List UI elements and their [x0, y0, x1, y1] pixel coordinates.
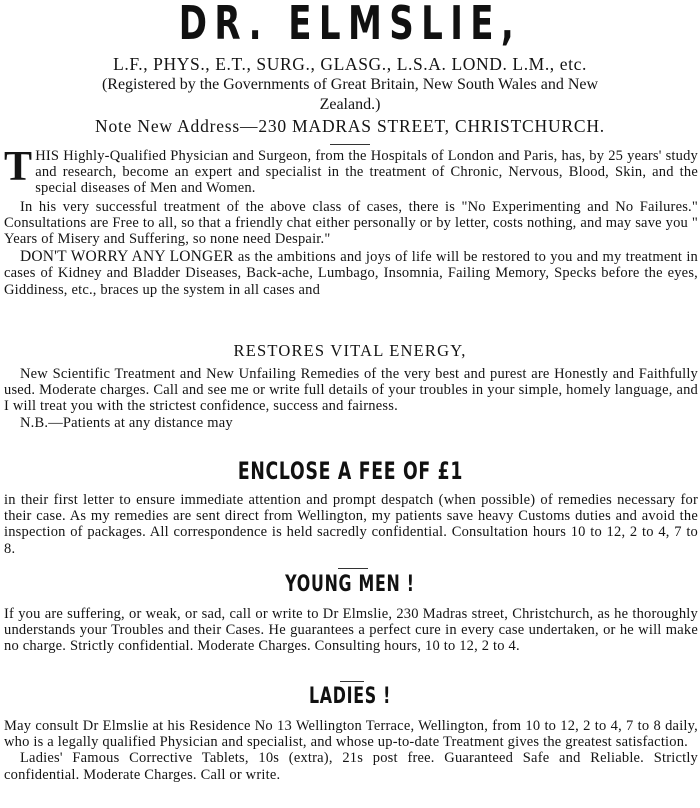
divider — [340, 681, 364, 682]
fee-paragraph: in their first letter to ensure immediate attention and prompt despatch (when possible) of remedies necessary for their case. As my remedies are sent direct from Wellington, my patients save heavy Customs duties and avoid the inspection of packages. All correspondence is held sacredly confidential. Consultation hours 10 to 12, 2 to 4, 7 to 8. — [4, 492, 698, 557]
divider — [338, 568, 368, 569]
young-men-heading-wrap — [0, 572, 700, 597]
divider — [330, 144, 370, 145]
nb-line: N.B.—Patients at any distance may — [20, 414, 233, 431]
ladies-heading-wrap — [0, 684, 700, 709]
intro-paragraph-1: THIS Highly-Qualified Physician and Surgeon, from the Hospitals of London and Paris, has, by 25 years' study and research, become an expert and specialist in the treatment of Chronic, Nervous, Blood, Skin, and the special diseases of Men and Women. — [4, 144, 698, 197]
address-line: Note New Address—230 MADRAS STREET, CHRISTCHURCH. — [95, 116, 605, 136]
young-men-heading: YOUNG MEN ! — [285, 572, 415, 597]
drop-cap: T — [4, 144, 33, 190]
registration-line-1: (Registered by the Governments of Great Britain, New South Wales and New — [101, 76, 599, 93]
fee-heading: ENCLOSE A FEE OF £1 — [237, 457, 463, 485]
restores-paragraph: New Scientific Treatment and New Unfailing Remedies of the very best and purest are Honestly and Faithfully used. Moderate charges. Call and see me or write full details of your troubles in your simple, homely language, and I will treat you with the strictest confidence, success and fairness. — [4, 366, 698, 415]
young-men-paragraph: If you are suffering, or weak, or sad, call or write to Dr Elmslie, 230 Madras street, Christchurch, as he thoroughly understands your Troubles and their Cases. He guarantees a perfect cure in every case undertaken, or he will make no charge. Strictly confidential. Moderate Charges. Consulting hours, 10 to 12, 2 to 4. — [4, 606, 698, 655]
restores-section — [4, 366, 698, 431]
qualifications-line: L.F., PHYS., E.T., SURG., GLASG., L.S.A. LOND. L.M., etc. — [113, 54, 587, 74]
intro-paragraph-3: DON'T WORRY ANY LONGER as the ambitions and joys of life will be restored to you and my treatment in cases of Kidney and Bladder Diseases, Back-ache, Lumbago, Insomnia, Failing Memory, Specks before the eyes, Giddiness, etc., braces up the system in all cases and — [4, 248, 699, 298]
registration-line-2: Zealand.) — [319, 96, 381, 113]
fee-heading-wrap — [0, 457, 700, 485]
ladies-heading: LADIES ! — [308, 684, 392, 709]
advert-title: DR. ELMSLIE, — [178, 0, 522, 50]
young-men-section — [4, 606, 698, 655]
intro-section — [4, 144, 699, 298]
ladies-tablets-paragraph: Ladies' Famous Corrective Tablets, 10s (extra), 21s post free. Guaranteed Safe and Reliable. Strictly confidential. Moderate Charges. Call or write. — [4, 750, 698, 783]
restores-heading: RESTORES VITAL ENERGY, — [233, 341, 467, 360]
dont-worry-lead: DON'T WORRY ANY LONGER — [20, 248, 234, 266]
fee-section — [4, 492, 698, 557]
ladies-paragraph: May consult Dr Elmslie at his Residence No 13 Wellington Terrace, Wellington, from 10 to 12, 2 to 4, 7 to 8 daily, who is a legally qualified Physician and specialist, and whose up-to-date Treatment gives the greatest satisfaction. — [4, 718, 698, 751]
ladies-section — [4, 718, 698, 783]
intro-paragraph-2: In his very successful treatment of the above class of cases, there is "No Experimenting and No Failures." Consultations are Free to all, so that a friendly chat either personally or by letter, costs nothing, and may save you " Years of Misery and Suffering, so none need Despair." — [4, 198, 698, 248]
